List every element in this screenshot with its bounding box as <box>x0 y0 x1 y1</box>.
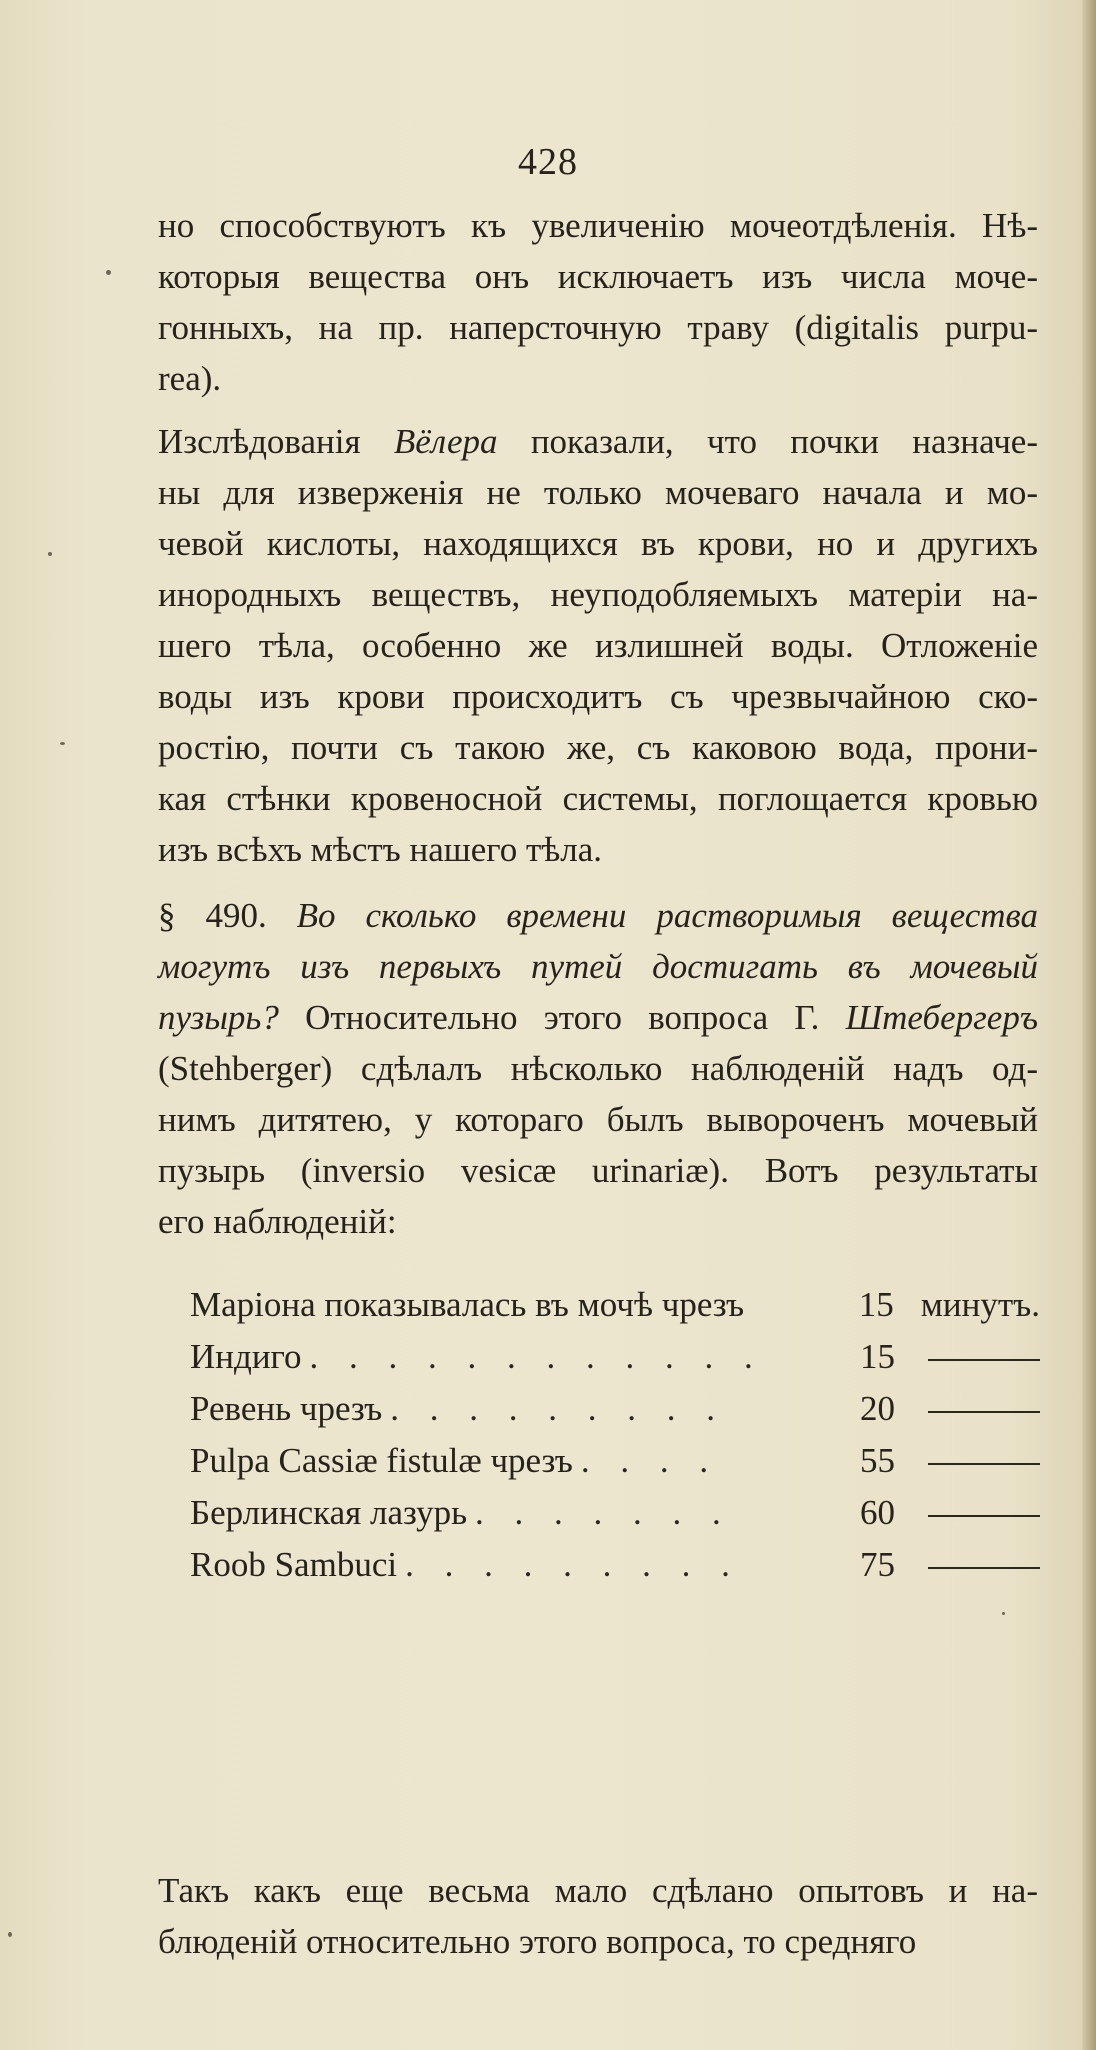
substance-name: Ревень чрезъ <box>190 1389 383 1428</box>
author-name-veler: Вёлера <box>393 422 498 461</box>
ditto-dash <box>922 1441 1040 1481</box>
minutes-value: 15 <box>858 1285 894 1324</box>
text-line: чевой кислоты, находящихся въ крови, но и другихъ <box>158 524 1038 563</box>
text-line: § 490. Во сколько времени растворимыя вещества <box>158 896 1039 935</box>
substance-name: Pulpa Cassiæ fistulæ чрезъ <box>190 1441 573 1480</box>
text-line: нимъ дитятею, у котораго былъ вывороченъ мочевый <box>158 1100 1038 1139</box>
page-edge <box>1082 0 1096 2050</box>
substance-name: Roob Sambuci <box>190 1545 398 1584</box>
text-line: но способствуютъ къ увеличенію мочеотдѣленія. Нѣ- <box>158 206 1038 245</box>
minutes-value: 75 <box>860 1545 895 1584</box>
unit-label: минутъ. <box>920 1285 1040 1324</box>
leader-dots: . . . . . . . . . <box>390 1389 726 1428</box>
ditto-dash <box>922 1337 1040 1377</box>
text-line: ны для изверженія не только мочеваго начала и мо- <box>158 473 1038 512</box>
table-row <box>190 1389 1040 1441</box>
paper-speck <box>60 742 65 745</box>
substance-name: Индиго <box>190 1337 302 1376</box>
text-line: Изслѣдованія Вёлера показали, что почки назначе- <box>158 422 1038 461</box>
text-line: ростію, почти съ такою же, съ каковою вода, прони- <box>158 728 1038 767</box>
text-line: кая стѣнки кровеносной системы, поглощается кровью <box>158 779 1038 818</box>
paragraph-2 <box>158 416 1038 875</box>
text-line: инородныхъ веществъ, неуподобляемыхъ матеріи на- <box>158 575 1038 614</box>
paper-speck <box>48 552 52 556</box>
text-line: (Stehberger) сдѣлалъ нѣсколько наблюденій надъ од- <box>158 1049 1038 1088</box>
table-row <box>190 1545 1040 1597</box>
minutes-value: 55 <box>860 1441 895 1480</box>
leader-dots: . . . . <box>580 1441 720 1480</box>
paragraph-4 <box>158 1865 1038 1967</box>
text-line: его наблюденій: <box>158 1202 397 1241</box>
page-number: 428 <box>518 141 578 183</box>
minutes-value: 15 <box>860 1337 895 1376</box>
table-row <box>190 1493 1040 1545</box>
text-line: пузырь? Относительно этого вопроса Г. Штебергеръ <box>158 998 1038 1037</box>
paper-speck <box>106 270 111 275</box>
paragraph-3 <box>158 890 1038 1247</box>
table-row <box>190 1285 1040 1337</box>
text-line: пузырь (inversio vesicæ urinariæ). Вотъ результаты <box>158 1151 1038 1190</box>
text-line: блюденій относительно этого вопроса, то средняго <box>158 1922 917 1961</box>
minutes-value: 60 <box>860 1493 895 1532</box>
ditto-dash <box>922 1545 1040 1585</box>
leader-dots: . . . . . . . <box>475 1493 732 1532</box>
table-row <box>190 1337 1040 1389</box>
ditto-dash <box>922 1389 1040 1429</box>
substance-name: Маріона показывалась въ мочѣ чрезъ <box>190 1285 745 1324</box>
text-line: воды изъ крови происходитъ съ чрезвычайною ско- <box>158 677 1038 716</box>
paragraph-1 <box>158 200 1038 404</box>
paper-speck <box>1002 1612 1005 1615</box>
text-line: изъ всѣхъ мѣстъ нашего тѣла. <box>158 830 603 869</box>
table-row <box>190 1441 1040 1493</box>
text-line: rea). <box>158 359 222 398</box>
text-line: Такъ какъ еще весьма мало сдѣлано опытовъ и на- <box>158 1871 1038 1910</box>
minutes-value: 20 <box>860 1389 895 1428</box>
text-line: могутъ изъ первыхъ путей достигать въ мочевый <box>158 947 1038 986</box>
section-number: § 490. <box>158 896 267 935</box>
leader-dots: . . . . . . . . . . . . <box>309 1337 764 1376</box>
author-name-stehberger: Штебергеръ <box>845 998 1038 1037</box>
text-line: гонныхъ, на пр. наперсточную траву (digitalis purpu- <box>158 308 1038 347</box>
substance-name: Берлинская лазурь <box>190 1493 468 1532</box>
text-line: которыя вещества онъ исключаетъ изъ числа моче- <box>158 257 1038 296</box>
ditto-dash <box>922 1493 1040 1533</box>
results-table <box>190 1285 1040 1597</box>
paper-speck <box>8 1932 12 1937</box>
text-line: шего тѣла, особенно же излишней воды. Отложеніе <box>158 626 1038 665</box>
leader-dots: . . . . . . . . . <box>405 1545 741 1584</box>
